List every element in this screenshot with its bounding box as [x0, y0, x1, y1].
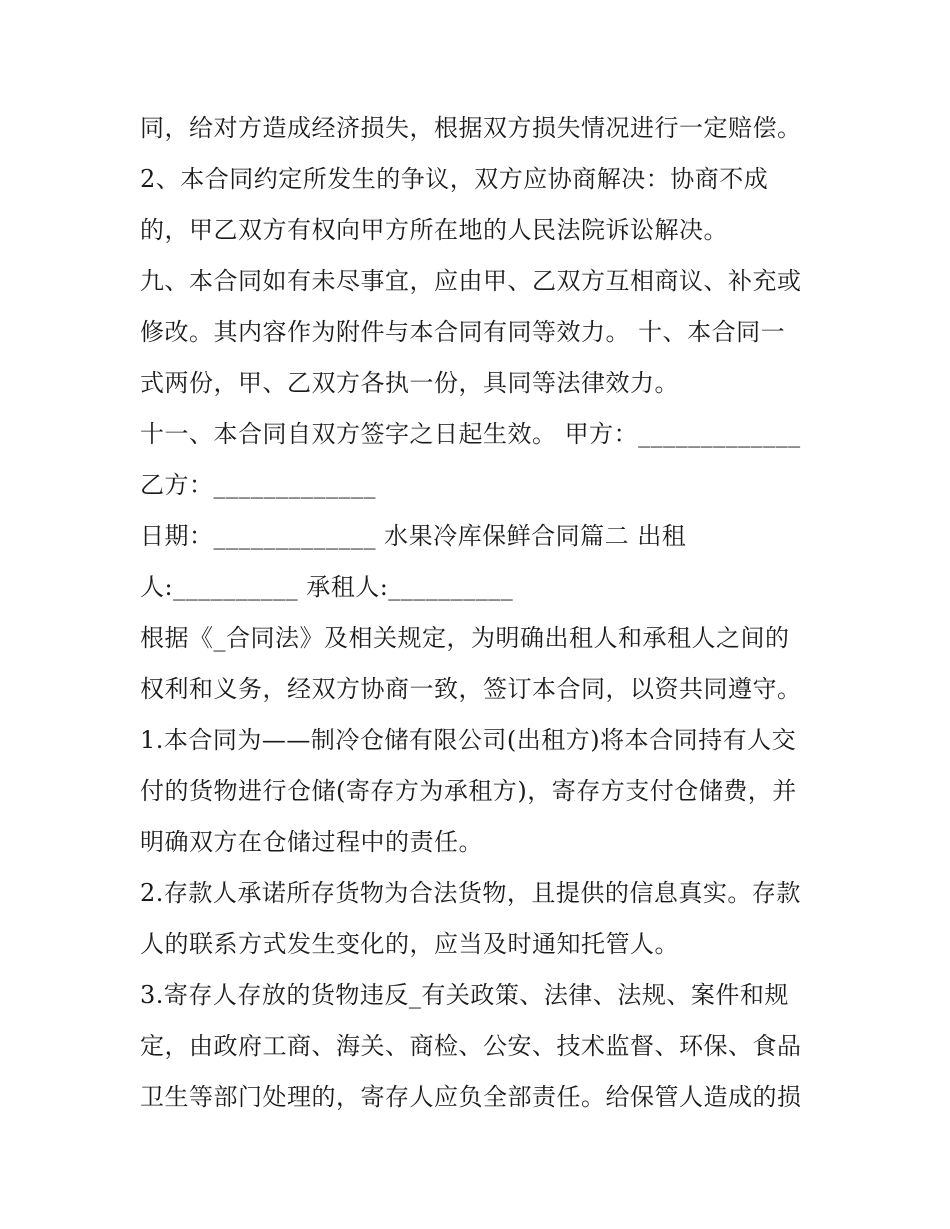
text-line: 权利和义务，经双方协商一致，签订本合同，以资共同遵守。	[140, 675, 802, 703]
text-line: 十一、本合同自双方签字之日起生效。 甲方：_____________	[140, 420, 801, 448]
text-line: 3.寄存人存放的货物违反_有关政策、法律、法规、案件和规	[140, 981, 789, 1009]
text-line: 根据《_合同法》及相关规定，为明确出租人和承租人之间的	[140, 624, 790, 652]
text-line: 人:__________ 承租人:__________	[140, 573, 514, 601]
text-line: 的，甲乙双方有权向甲方所在地的人民法院诉讼解决。	[140, 216, 728, 244]
text-line: 乙方：_____________	[140, 471, 376, 499]
text-line: 1.本合同为——制冷仓储有限公司(出租方)将本合同持有人交	[140, 726, 797, 754]
text-line: 式两份，甲、乙双方各执一份，具同等法律效力。	[140, 369, 679, 397]
text-line: 日期：_____________ 水果冷库保鲜合同篇二 出租	[140, 522, 687, 550]
text-line: 付的货物进行仓储(寄存方为承租方)，寄存方支付仓储费，并	[140, 777, 797, 805]
text-line: 同，给对方造成经济损失，根据双方损失情况进行一定赔偿。	[140, 114, 802, 142]
text-line: 卫生等部门处理的，寄存人应负全部责任。给保管人造成的损	[140, 1083, 802, 1111]
text-line: 2、本合同约定所发生的争议，双方应协商解决：协商不成	[140, 165, 769, 193]
text-line: 修改。其内容作为附件与本合同有同等效力。 十、本合同一	[140, 318, 786, 346]
text-line: 人的联系方式发生变化的，应当及时通知托管人。	[140, 930, 679, 958]
text-line: 2.存款人承诺所存货物为合法货物，且提供的信息真实。存款	[140, 879, 801, 907]
text-line: 九、本合同如有未尽事宜，应由甲、乙双方互相商议、补充或	[140, 267, 802, 295]
text-line: 定，由政府工商、海关、商检、公安、技术监督、环保、食品	[140, 1032, 802, 1060]
text-line: 明确双方在仓储过程中的责任。	[140, 828, 483, 856]
